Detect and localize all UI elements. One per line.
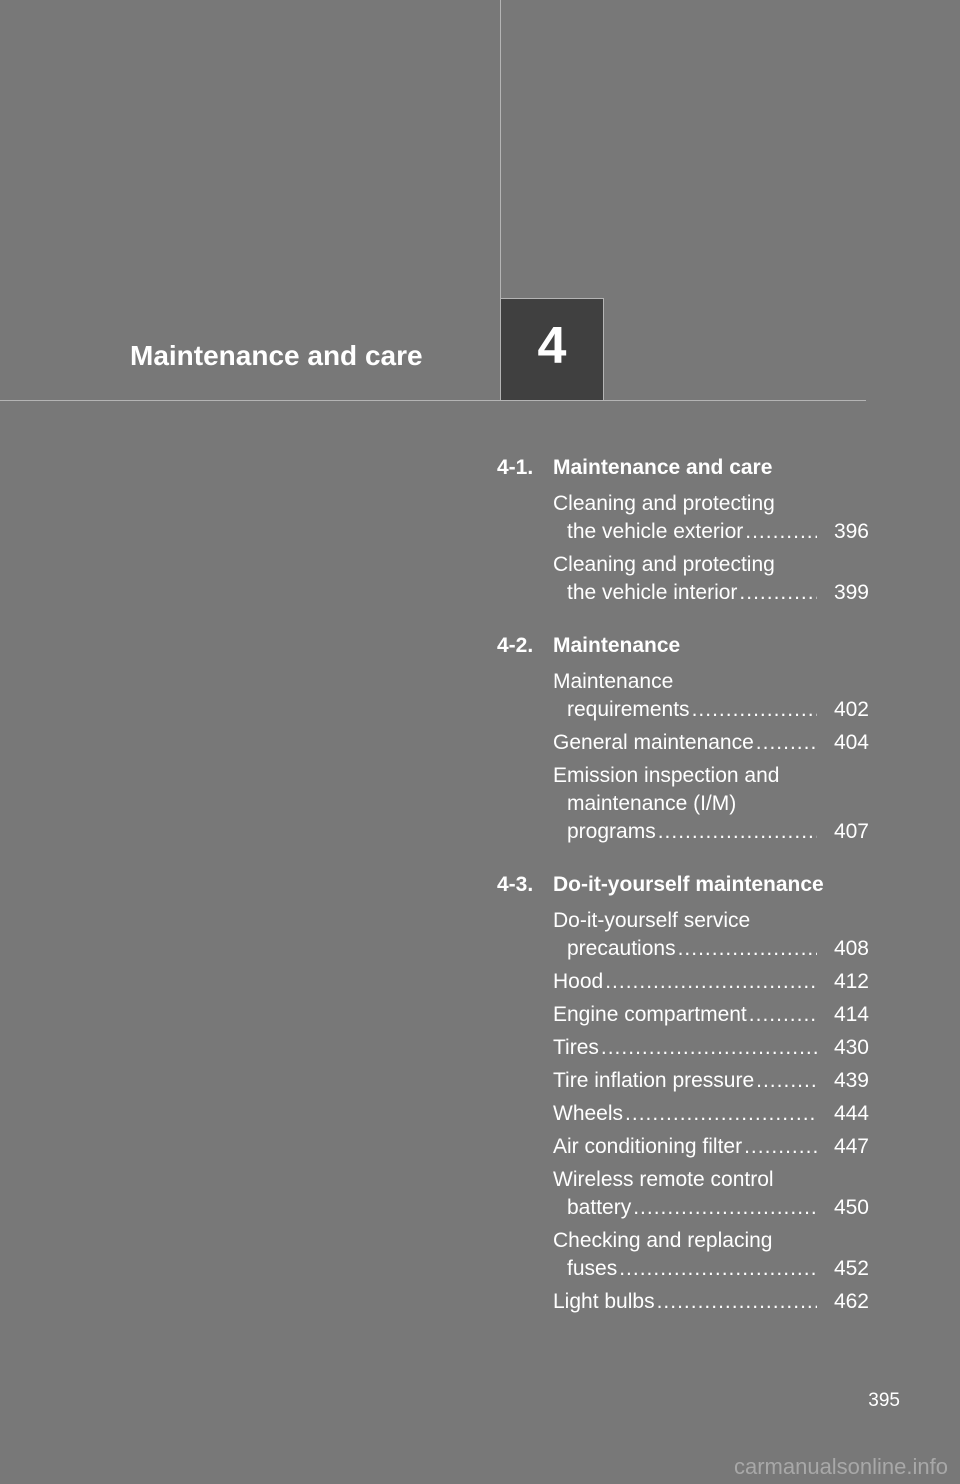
chapter-number-box (500, 298, 604, 401)
entry-title-line: Do-it-yourself service (553, 909, 751, 932)
section-title: Maintenance and care (553, 456, 773, 479)
entry-page-number: 447 (833, 1135, 869, 1158)
entry-title: Wheels (553, 1102, 624, 1125)
dot-leader (756, 729, 817, 757)
toc-section (497, 632, 869, 846)
toc-entry[interactable] (553, 1100, 869, 1128)
entry-page-number: 396 (833, 520, 869, 543)
chapter-number: 4 (537, 316, 567, 375)
entry-page-number: 408 (833, 937, 869, 960)
dot-leader (633, 1194, 817, 1222)
entry-page-number: 439 (833, 1069, 869, 1092)
entry-page-number: 444 (833, 1102, 869, 1125)
entry-title-line: Maintenance (553, 670, 674, 693)
table-of-contents (497, 454, 869, 1341)
entry-page-number: 462 (833, 1290, 869, 1313)
entry-title-line: Checking and replacing (553, 1229, 773, 1252)
dot-leader (625, 1100, 817, 1128)
dot-leader (692, 696, 817, 724)
toc-entry[interactable] (553, 1133, 869, 1161)
entry-page-number: 452 (833, 1257, 869, 1280)
section-heading[interactable] (497, 871, 869, 899)
entry-title: Tires (553, 1036, 599, 1059)
section-title: Maintenance (553, 634, 681, 657)
entry-title: General maintenance (553, 731, 754, 754)
page-number: 395 (868, 1390, 900, 1411)
toc-entry[interactable] (553, 1067, 869, 1095)
entry-page-number: 414 (833, 1003, 869, 1026)
entry-title: precautions (567, 937, 676, 960)
toc-entry[interactable] (553, 762, 869, 846)
dot-leader (605, 968, 817, 996)
entry-title: the vehicle interior (567, 581, 738, 604)
toc-entry[interactable] (553, 1001, 869, 1029)
dot-leader (745, 518, 817, 546)
entry-title-line: Wireless remote control (553, 1168, 774, 1191)
toc-entry[interactable] (553, 1288, 869, 1316)
section-number: 4-1. (497, 456, 534, 479)
section-number: 4-2. (497, 634, 534, 657)
toc-entry[interactable] (553, 1227, 869, 1283)
dot-leader (601, 1034, 817, 1062)
entry-title: Hood (553, 970, 604, 993)
dot-leader (756, 1067, 817, 1095)
toc-entry[interactable] (553, 729, 869, 757)
entry-title-line: maintenance (I/M) (567, 792, 737, 815)
dot-leader (749, 1001, 817, 1029)
entry-title: programs (567, 820, 656, 843)
entry-title: Light bulbs (553, 1290, 655, 1313)
entry-page-number: 450 (833, 1196, 869, 1219)
divider-horizontal (0, 400, 866, 401)
chapter-title: Maintenance and care (130, 340, 423, 371)
toc-entry[interactable] (553, 668, 869, 724)
toc-section (497, 454, 869, 607)
entry-title-line: Emission inspection and (553, 764, 780, 787)
entry-page-number: 430 (833, 1036, 869, 1059)
dot-leader (744, 1133, 817, 1161)
toc-entry[interactable] (553, 907, 869, 963)
toc-entry[interactable] (553, 968, 869, 996)
entry-title-line: Cleaning and protecting (553, 492, 775, 515)
entry-title: battery (567, 1196, 632, 1219)
entry-title: requirements (567, 698, 690, 721)
entry-page-number: 404 (833, 731, 869, 754)
entry-title: fuses (567, 1257, 618, 1280)
toc-entry[interactable] (553, 551, 869, 607)
toc-entry[interactable] (553, 490, 869, 546)
entry-page-number: 402 (833, 698, 869, 721)
entry-title-line: Cleaning and protecting (553, 553, 775, 576)
toc-section (497, 871, 869, 1316)
dot-leader (678, 935, 817, 963)
dot-leader (658, 818, 817, 846)
divider-vertical (500, 0, 501, 300)
dot-leader (619, 1255, 817, 1283)
entry-page-number: 399 (833, 581, 869, 604)
entry-page-number: 407 (833, 820, 869, 843)
dot-leader (657, 1288, 817, 1316)
toc-entry[interactable] (553, 1034, 869, 1062)
entry-page-number: 412 (833, 970, 869, 993)
entry-title: Air conditioning filter (553, 1135, 743, 1158)
watermark: carmanualsonline.info (733, 1454, 948, 1479)
section-title: Do-it-yourself maintenance (553, 873, 824, 896)
entry-title: Engine compartment (553, 1003, 747, 1026)
section-heading[interactable] (497, 632, 869, 660)
toc-entry[interactable] (553, 1166, 869, 1222)
entry-title: Tire inflation pressure (553, 1069, 755, 1092)
dot-leader (739, 579, 817, 607)
section-number: 4-3. (497, 873, 534, 896)
section-heading[interactable] (497, 454, 869, 482)
entry-title: the vehicle exterior (567, 520, 744, 543)
